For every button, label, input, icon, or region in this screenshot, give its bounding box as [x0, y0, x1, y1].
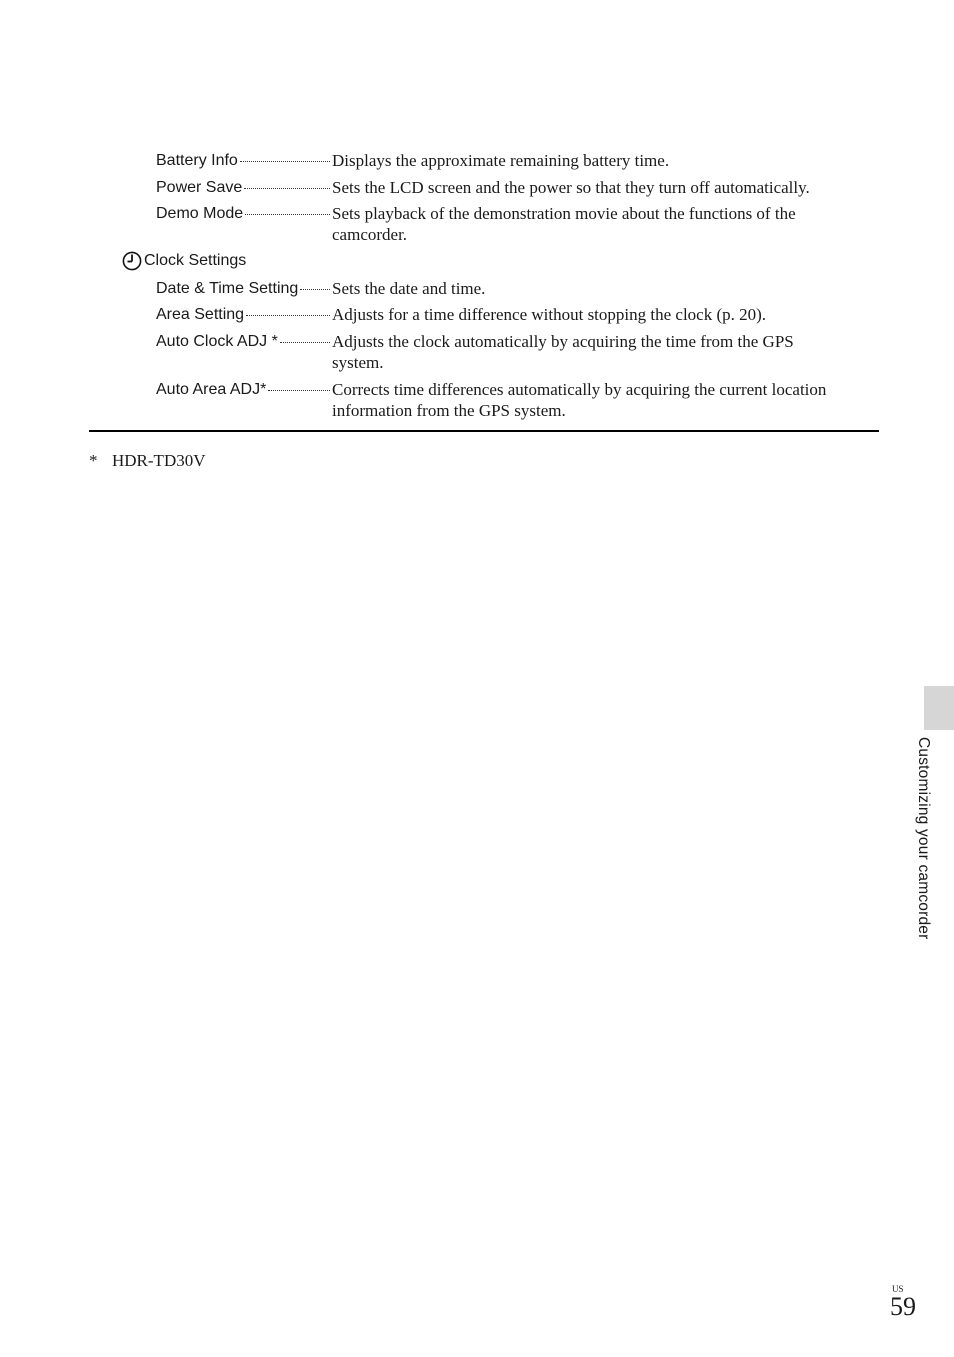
description-line: Adjusts the clock automatically by acquiring the time from the GPS [332, 332, 794, 351]
dot-leader [244, 188, 330, 189]
dot-leader [246, 315, 330, 316]
menu-description [332, 203, 876, 245]
menu-term-label: Demo Mode [156, 205, 244, 222]
description-line: Adjusts for a time difference without stopping the clock (p. 20). [332, 305, 767, 324]
menu-description [332, 304, 876, 325]
menu-row-area-setting [156, 304, 876, 325]
dot-leader [300, 289, 330, 290]
menu-row-auto-area-adj [156, 379, 876, 421]
page-region-code: US [892, 1284, 904, 1294]
dot-leader [268, 390, 330, 391]
menu-term-label: Auto Clock ADJ * [156, 333, 278, 350]
description-line: information from the GPS system. [332, 401, 566, 420]
dot-leader [240, 161, 330, 162]
section-divider [89, 430, 879, 432]
chapter-tab [924, 686, 954, 730]
footnote-mark: * [89, 451, 98, 470]
menu-term [156, 304, 332, 325]
menu-term [156, 203, 332, 224]
menu-term [156, 150, 332, 171]
menu-description [332, 379, 876, 421]
menu-term [156, 379, 332, 400]
section-heading-clock-settings [122, 250, 246, 271]
menu-description [332, 331, 876, 373]
menu-description [332, 150, 876, 171]
description-line: Sets playback of the demonstration movie about the functions of the [332, 204, 796, 223]
section-title: Clock Settings [144, 252, 247, 269]
footnote [89, 450, 206, 471]
menu-term-label: Battery Info [156, 152, 238, 169]
description-line: Displays the approximate remaining battery time. [332, 151, 670, 170]
menu-term [156, 331, 332, 352]
description-line: camcorder. [332, 225, 408, 244]
page-number: 59 [890, 1292, 916, 1321]
menu-row-battery-info [156, 150, 876, 171]
description-line: Sets the date and time. [332, 279, 486, 298]
menu-term-label: Date & Time Setting [156, 280, 299, 297]
menu-row-date-time-setting [156, 278, 876, 299]
menu-term-label: Area Setting [156, 306, 245, 323]
menu-row-demo-mode [156, 203, 876, 245]
clock-icon [122, 251, 142, 271]
footnote-text: HDR-TD30V [112, 451, 206, 470]
menu-description [332, 278, 876, 299]
menu-term [156, 278, 332, 299]
dot-leader [245, 214, 330, 215]
description-line: system. [332, 353, 384, 372]
dot-leader [280, 342, 330, 343]
menu-term [156, 177, 332, 198]
menu-row-auto-clock-adj [156, 331, 876, 373]
chapter-label: Customizing your camcorder [915, 737, 932, 940]
menu-row-power-save [156, 177, 876, 198]
menu-term-label: Power Save [156, 179, 243, 196]
menu-description [332, 177, 876, 198]
description-line: Sets the LCD screen and the power so that they turn off automatically. [332, 178, 810, 197]
description-line: Corrects time differences automatically by acquiring the current location [332, 380, 827, 399]
menu-term-label: Auto Area ADJ* [156, 381, 267, 398]
